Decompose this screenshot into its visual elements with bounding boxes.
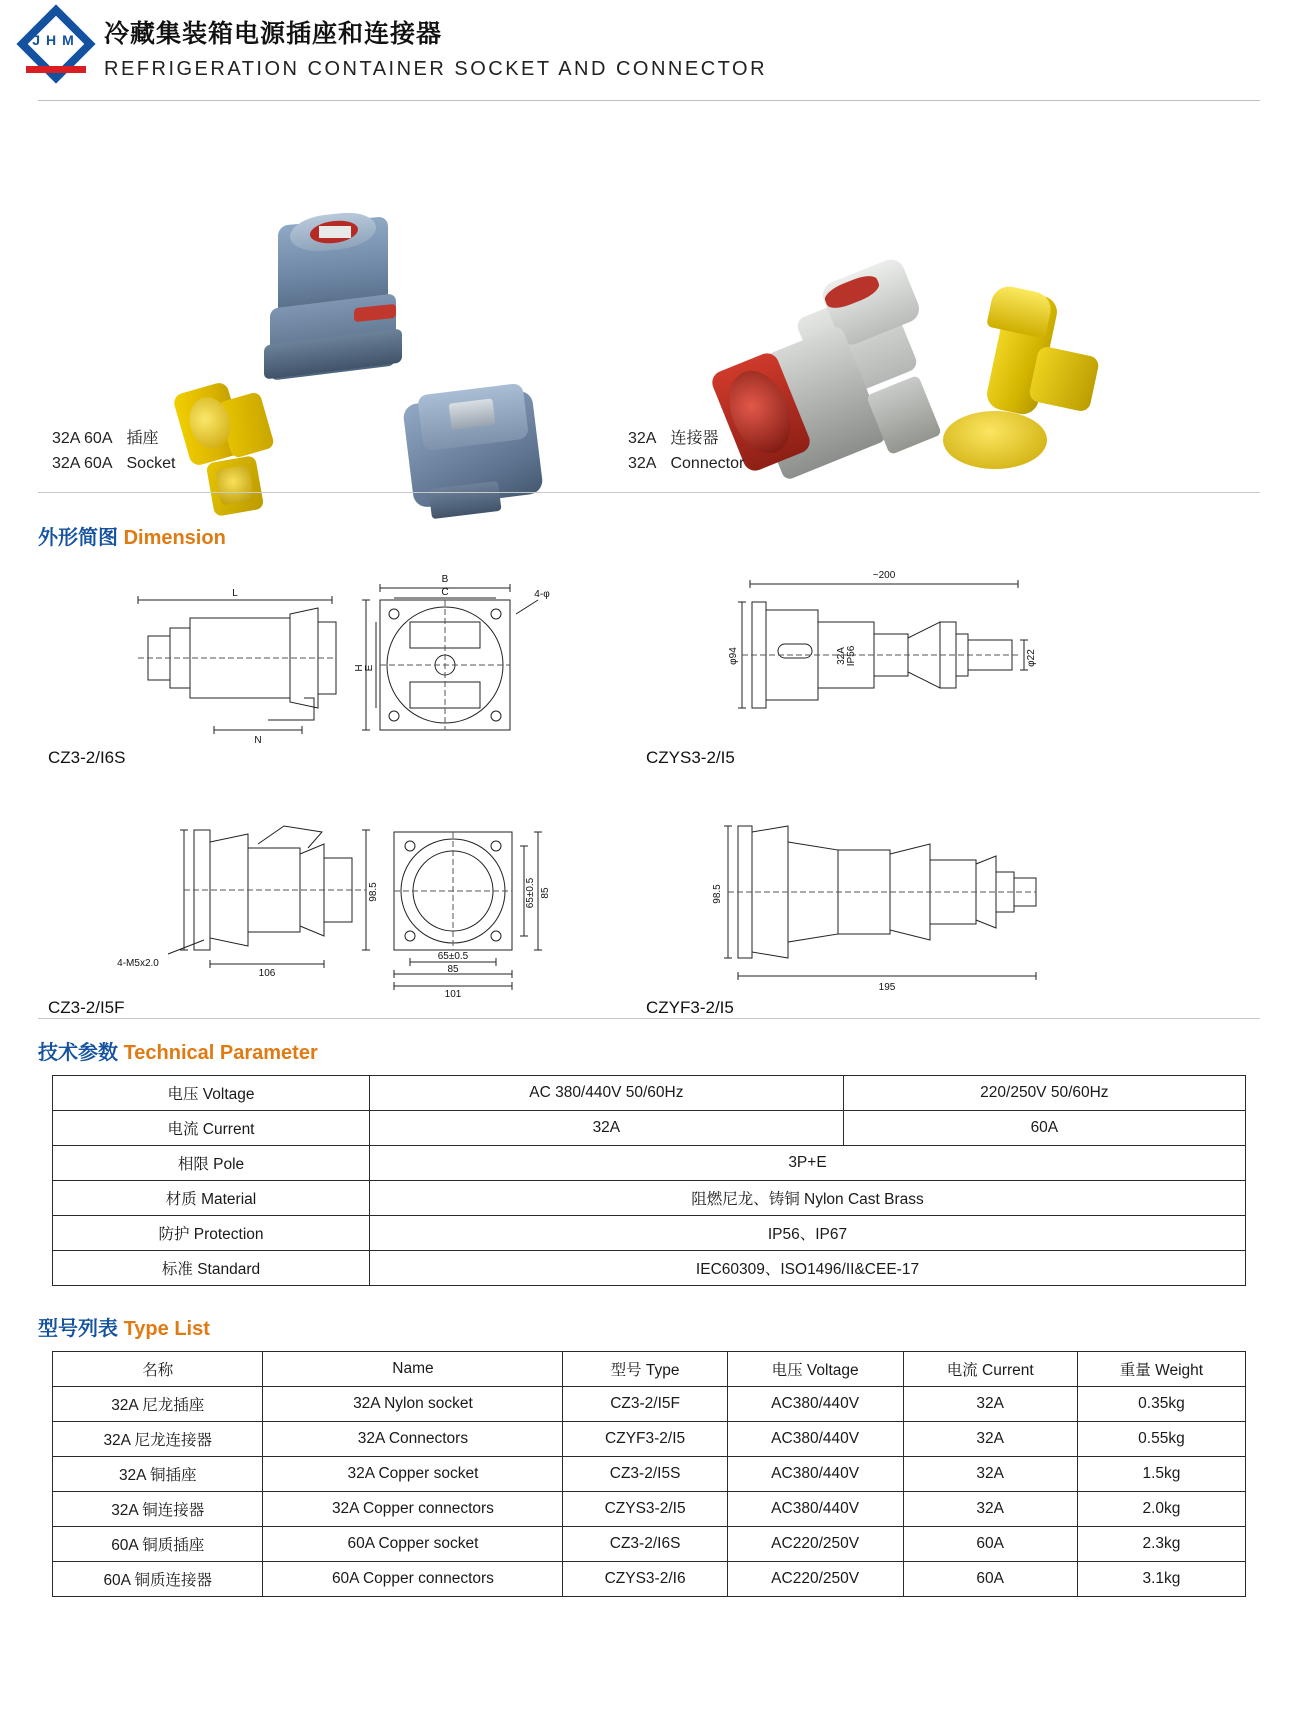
cell-type: CZYF3-2/I5 (563, 1422, 727, 1457)
cell-name-cn: 32A 铜插座 (53, 1457, 263, 1492)
svg-text:85: 85 (447, 964, 459, 975)
cell-name-cn: 32A 铜连接器 (53, 1492, 263, 1527)
photo-caption-left-cn (52, 425, 159, 448)
cell-voltage: AC220/250V (727, 1562, 903, 1597)
table-row (53, 1457, 1246, 1492)
svg-text:98.5: 98.5 (712, 884, 723, 904)
param-label-standard: 标准 Standard (53, 1251, 370, 1286)
dimension-drawings-zone (38, 550, 1260, 1020)
drawing-cz3-2-i6s (118, 570, 578, 750)
cell-weight: 1.5kg (1077, 1457, 1245, 1492)
photo-caption-right-cn-text: 连接器 (670, 430, 719, 447)
drawing-czys3-2-i5 (678, 560, 1098, 740)
cell-voltage: AC380/440V (727, 1422, 903, 1457)
logo-letters: JHM (32, 32, 80, 48)
param-current-60a: 60A (843, 1111, 1245, 1146)
svg-text:65±0.5: 65±0.5 (437, 951, 469, 962)
table-row (53, 1562, 1246, 1597)
cell-name-cn: 60A 铜质连接器 (53, 1562, 263, 1597)
cell-name-cn: 60A 铜质插座 (53, 1527, 263, 1562)
page-title-en: REFRIGERATION CONTAINER SOCKET AND CONNECTOR (104, 58, 768, 80)
cell-current: 32A (903, 1457, 1077, 1492)
table-row (53, 1387, 1246, 1422)
cell-voltage: AC380/440V (727, 1387, 903, 1422)
cell-name-en: 32A Connectors (263, 1422, 563, 1457)
cell-name-cn: 32A 尼龙连接器 (53, 1422, 263, 1457)
table-row (53, 1527, 1246, 1562)
type-list-section-title (38, 1286, 1260, 1341)
drawing-label-4: CZYF3-2/I5 (646, 998, 734, 1017)
svg-text:C: C (441, 587, 449, 598)
cell-current: 60A (903, 1562, 1077, 1597)
cell-name-en: 32A Copper socket (263, 1457, 563, 1492)
table-row (53, 1146, 1246, 1181)
param-voltage-32a: AC 380/440V 50/60Hz (370, 1076, 844, 1111)
cell-type: CZ3-2/I6S (563, 1527, 727, 1562)
type-list-table (52, 1351, 1246, 1597)
technical-section-title (38, 1020, 1260, 1065)
svg-text:N: N (254, 735, 262, 746)
drawing-cz3-2-i5f (108, 798, 568, 998)
photo-caption-right-cn-code: 32A (628, 430, 657, 447)
table-row (53, 1492, 1246, 1527)
col-header-voltage: 电压 Voltage (727, 1352, 903, 1387)
svg-text:φ94: φ94 (728, 647, 739, 665)
svg-text:IP56: IP56 (846, 645, 857, 667)
dimension-title-cn: 外形简图 (38, 527, 118, 549)
cell-current: 32A (903, 1422, 1077, 1457)
cell-name-cn: 32A 尼龙插座 (53, 1387, 263, 1422)
cell-current: 60A (903, 1527, 1077, 1562)
col-header-name-cn: 名称 (53, 1352, 263, 1387)
cell-weight: 3.1kg (1077, 1562, 1245, 1597)
param-voltage-60a: 220/250V 50/60Hz (843, 1076, 1245, 1111)
cell-voltage: AC380/440V (727, 1492, 903, 1527)
photo-caption-left-cn-code: 32A 60A (52, 430, 113, 447)
drawing-label-3: CZ3-2/I5F (48, 998, 125, 1017)
cell-weight: 0.55kg (1077, 1422, 1245, 1457)
technical-title-cn: 技术参数 (38, 1042, 118, 1064)
drawing-label-2: CZYS3-2/I5 (646, 748, 735, 767)
type-list-title-cn: 型号列表 (38, 1318, 118, 1340)
product-photo-zone (38, 101, 1260, 501)
svg-text:4-φ: 4-φ (534, 589, 550, 600)
page-title-cn: 冷藏集装箱电源插座和连接器 (104, 20, 443, 48)
cell-weight: 2.3kg (1077, 1527, 1245, 1562)
table-row (53, 1422, 1246, 1457)
technical-title-en: Technical Parameter (123, 1042, 318, 1064)
svg-text:H: H (354, 664, 365, 672)
cell-name-en: 60A Copper socket (263, 1527, 563, 1562)
svg-text:32A: 32A (836, 647, 847, 665)
svg-text:195: 195 (878, 982, 896, 993)
svg-text:106: 106 (258, 968, 276, 979)
dimension-section-divider (38, 1018, 1260, 1019)
cell-type: CZYS3-2/I6 (563, 1562, 727, 1597)
page-footer-space (0, 1597, 1298, 1615)
photo-caption-left-cn-text: 插座 (126, 430, 159, 447)
svg-text:101: 101 (444, 989, 462, 998)
cell-voltage: AC220/250V (727, 1527, 903, 1562)
col-header-weight: 重量 Weight (1077, 1352, 1245, 1387)
param-label-protection: 防护 Protection (53, 1216, 370, 1251)
cell-voltage: AC380/440V (727, 1457, 903, 1492)
param-standard-value: IEC60309、ISO1496/II&CEE-17 (370, 1251, 1246, 1286)
technical-parameter-table (52, 1075, 1246, 1286)
svg-text:~200: ~200 (872, 570, 896, 581)
table-row (53, 1111, 1246, 1146)
col-header-name-en: Name (263, 1352, 563, 1387)
cell-type: CZ3-2/I5S (563, 1457, 727, 1492)
cell-name-en: 32A Copper connectors (263, 1492, 563, 1527)
table-header-row (53, 1352, 1246, 1387)
drawing-label-1: CZ3-2/I6S (48, 748, 126, 767)
cell-name-en: 60A Copper connectors (263, 1562, 563, 1597)
col-header-type: 型号 Type (563, 1352, 727, 1387)
param-label-material: 材质 Material (53, 1181, 370, 1216)
page-header (32, 0, 1260, 101)
photo-caption-right-en-code: 32A (628, 455, 657, 472)
photo-caption-left-en (52, 455, 175, 473)
photo-caption-right-en (628, 455, 744, 473)
table-row (53, 1251, 1246, 1286)
col-header-current: 电流 Current (903, 1352, 1077, 1387)
svg-text:85: 85 (540, 887, 551, 899)
cell-current: 32A (903, 1387, 1077, 1422)
photo-caption-right-en-text: Connector (670, 455, 745, 472)
drawing-czyf3-2-i5 (678, 798, 1098, 998)
cell-name-en: 32A Nylon socket (263, 1387, 563, 1422)
svg-text:B: B (441, 574, 449, 585)
table-row (53, 1076, 1246, 1111)
param-protection-value: IP56、IP67 (370, 1216, 1246, 1251)
cell-type: CZ3-2/I5F (563, 1387, 727, 1422)
cell-type: CZYS3-2/I5 (563, 1492, 727, 1527)
table-row (53, 1181, 1246, 1216)
svg-text:E: E (364, 664, 375, 672)
svg-text:φ22: φ22 (1026, 649, 1037, 667)
svg-text:98.5: 98.5 (368, 882, 379, 902)
cell-weight: 0.35kg (1077, 1387, 1245, 1422)
table-row (53, 1216, 1246, 1251)
svg-text:4-M5x2.0: 4-M5x2.0 (117, 958, 159, 969)
dimension-title-en: Dimension (123, 527, 226, 549)
type-list-title-en: Type List (123, 1318, 210, 1340)
svg-text:L: L (232, 588, 238, 599)
svg-text:65±0.5: 65±0.5 (525, 877, 536, 909)
photo-caption-right-cn (628, 425, 718, 448)
cell-current: 32A (903, 1492, 1077, 1527)
param-current-32a: 32A (370, 1111, 844, 1146)
param-pole-value: 3P+E (370, 1146, 1246, 1181)
param-label-pole: 相限 Pole (53, 1146, 370, 1181)
photo-caption-left-en-code: 32A 60A (52, 455, 113, 472)
cell-weight: 2.0kg (1077, 1492, 1245, 1527)
company-logo-icon (20, 10, 94, 84)
param-material-value: 阻燃尼龙、铸铜 Nylon Cast Brass (370, 1181, 1246, 1216)
param-label-voltage: 电压 Voltage (53, 1076, 370, 1111)
param-label-current: 电流 Current (53, 1111, 370, 1146)
photo-caption-left-en-text: Socket (126, 455, 176, 472)
photo-section-divider (38, 492, 1260, 493)
